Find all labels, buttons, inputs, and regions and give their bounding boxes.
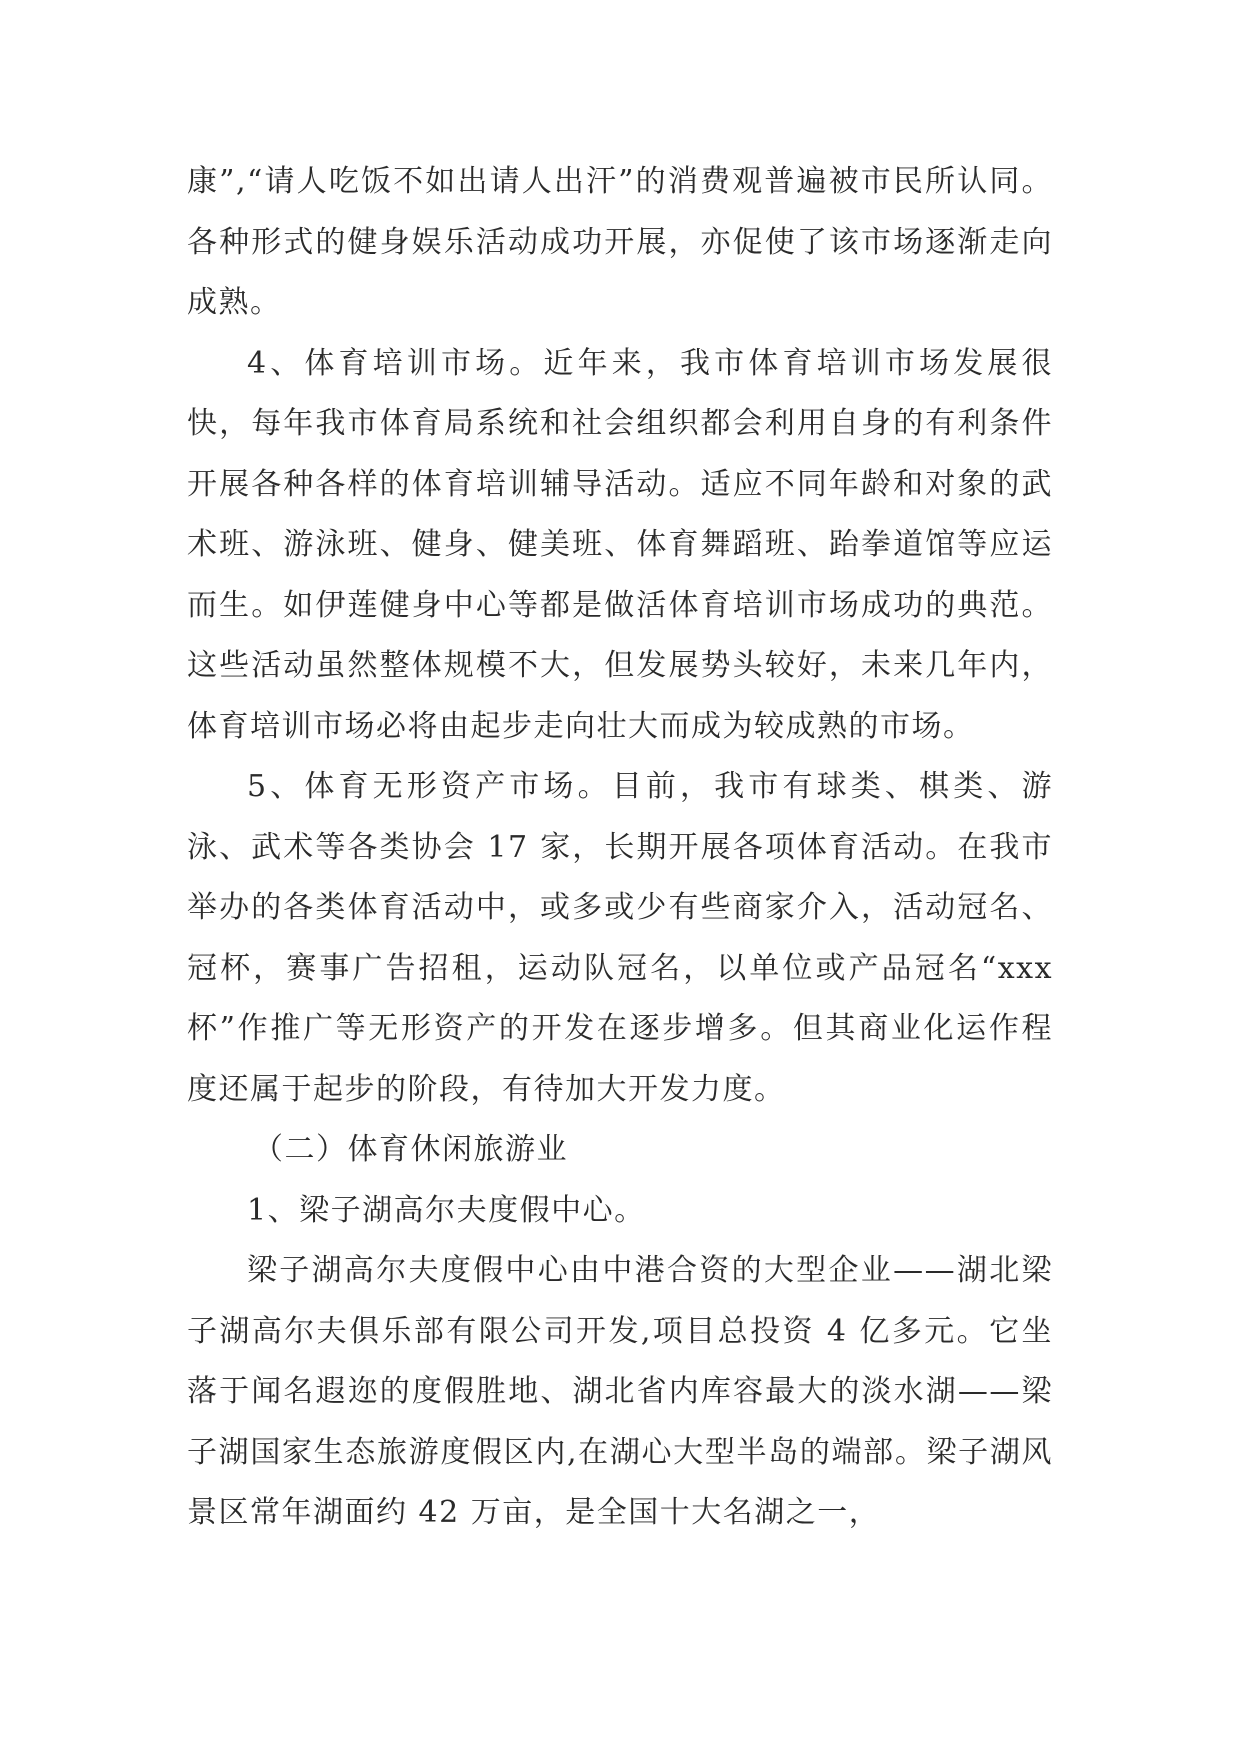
paragraph-training-market: 4、体育培训市场。近年来，我市体育培训市场发展很快，每年我市体育局系统和社会组织都会利用自身的有利条件开展各种各样的体育培训辅导活动。适应不同年龄和对象的武术班、游泳班、健身、健美班、体育舞蹈班、跆拳道馆等应运而生。如伊莲健身中心等都是做活体育培训市场成功的典范。这些活动虽然整体规模不大，但发展势头较好，未来几年内，体育培训市场必将由起步走向壮大而成为较成熟的市场。 bbox=[187, 345, 1053, 744]
paragraph-intangible-assets: 5、体育无形资产市场。目前，我市有球类、棋类、游泳、武术等各类协会 17 家，长期开展各项体育活动。在我市举办的各类体育活动中，或多或少有些商家介入，活动冠名、冠杯，赛事广告招租，运动队冠名，以单位或产品冠名“xxx 杯”作推广等无形资产的开发在逐步增多。但其商业化运作程度还属于起步的阶段，有待加大开发力度。 bbox=[187, 769, 1053, 1107]
paragraph-continued: 康”,“请人吃饭不如出请人出汗”的消费观普遍被市民所认同。各种形式的健身娱乐活动成功开展，亦促使了该市场逐渐走向成熟。 bbox=[187, 164, 1053, 320]
subsection-heading-golf-center: 1、梁子湖高尔夫度假中心。 bbox=[247, 1192, 646, 1228]
section-heading-leisure-tourism: （二）体育休闲旅游业 bbox=[253, 1132, 568, 1167]
document-body bbox=[187, 152, 1053, 1544]
paragraph-golf-center: 梁子湖高尔夫度假中心由中港合资的大型企业——湖北梁子湖高尔夫俱乐部有限公司开发,项目总投资 4 亿多元。它坐落于闻名遐迩的度假胜地、湖北省内库容最大的淡水湖——梁子湖国家生态旅游度假区内,在湖心大型半岛的端部。梁子湖风景区常年湖面约 42 万亩，是全国十大名湖之一， bbox=[187, 1253, 1053, 1530]
